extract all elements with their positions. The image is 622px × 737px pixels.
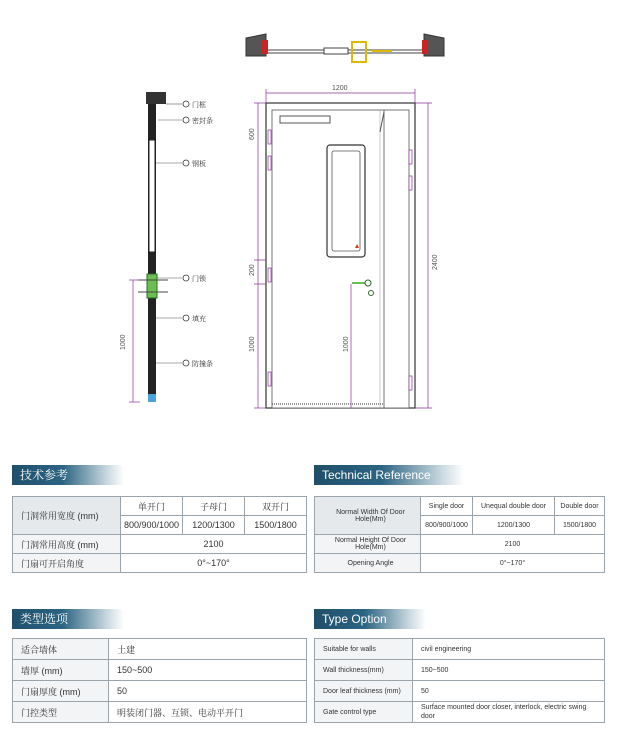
cn-type-title: 类型选项	[12, 609, 124, 629]
table-cell: Suitable for walls	[315, 639, 413, 660]
table-cell: 门扇厚度 (mm)	[13, 681, 109, 702]
en-type-table	[314, 638, 605, 723]
dim-200: 200	[249, 264, 256, 276]
table-cell: 50	[109, 681, 307, 702]
width-dimension: 1200	[332, 85, 348, 92]
table-cell: Door leaf thickness (mm)	[315, 681, 413, 702]
table-cell: 1200/1300	[473, 516, 555, 535]
dim-1000: 1000	[249, 336, 256, 352]
table-cell: 土建	[109, 639, 307, 660]
table-cell: 800/900/1000	[121, 516, 183, 535]
table-cell: Normal Width Of Door Hole(Mm)	[315, 497, 421, 535]
table-cell: Surface mounted door closer, interlock, electric swing door	[413, 702, 605, 723]
table-cell: 800/900/1000	[421, 516, 473, 535]
callout-label: 门锁	[192, 276, 206, 283]
table-cell: 150~500	[413, 660, 605, 681]
table-header: Unequal double door	[473, 497, 555, 516]
callout-label: 防撞条	[192, 361, 213, 368]
cn-tech-title: 技术参考	[12, 465, 124, 485]
table-header: 子母门	[183, 497, 245, 516]
table-cell: 1200/1300	[183, 516, 245, 535]
table-cell: 2100	[421, 535, 605, 554]
top-plan-view	[246, 34, 444, 62]
table-header: 单开门	[121, 497, 183, 516]
table-cell: 2100	[121, 535, 307, 554]
callout-label: 密封条	[192, 118, 213, 125]
inner-dimension: 1000	[343, 336, 350, 352]
table-header: Single door	[421, 497, 473, 516]
en-type-title: Type Option	[314, 609, 426, 629]
en-tech-table	[314, 496, 605, 573]
table-cell: 0°~170°	[421, 554, 605, 573]
table-cell: 明装闭门器、互锁、电动平开门	[109, 702, 307, 723]
table-header: 双开门	[245, 497, 307, 516]
table-cell: Gate control type	[315, 702, 413, 723]
table-cell: 50	[413, 681, 605, 702]
table-cell: 150~500	[109, 660, 307, 681]
height-dimension: 2400	[432, 254, 439, 270]
table-cell: civil engineering	[413, 639, 605, 660]
table-cell: Normal Height Of Door Hole(Mm)	[315, 535, 421, 554]
table-cell: Opening Angle	[315, 554, 421, 573]
cn-tech-table	[12, 496, 307, 573]
table-cell: Wall thickness(mm)	[315, 660, 413, 681]
side-dimension: 1000	[120, 334, 127, 350]
table-cell: 适合墙体	[13, 639, 109, 660]
table-cell: 墙厚 (mm)	[13, 660, 109, 681]
en-tech-title: Technical Reference	[314, 465, 464, 485]
cn-type-table	[12, 638, 307, 723]
table-cell: 0°~170°	[121, 554, 307, 573]
table-cell: 门洞常用宽度 (mm)	[13, 497, 121, 535]
callout-label: 门框	[192, 102, 206, 109]
table-header: Double door	[555, 497, 605, 516]
table-cell: 门洞常用高度 (mm)	[13, 535, 121, 554]
callout-label: 钢板	[192, 161, 206, 168]
section-view	[120, 92, 213, 402]
table-cell: 门控类型	[13, 702, 109, 723]
front-elevation	[249, 85, 439, 408]
table-cell: 1500/1800	[245, 516, 307, 535]
table-cell: 门扇可开启角度	[13, 554, 121, 573]
table-cell: 1500/1800	[555, 516, 605, 535]
callout-label: 填充	[192, 316, 206, 323]
dim-600: 600	[249, 128, 256, 140]
